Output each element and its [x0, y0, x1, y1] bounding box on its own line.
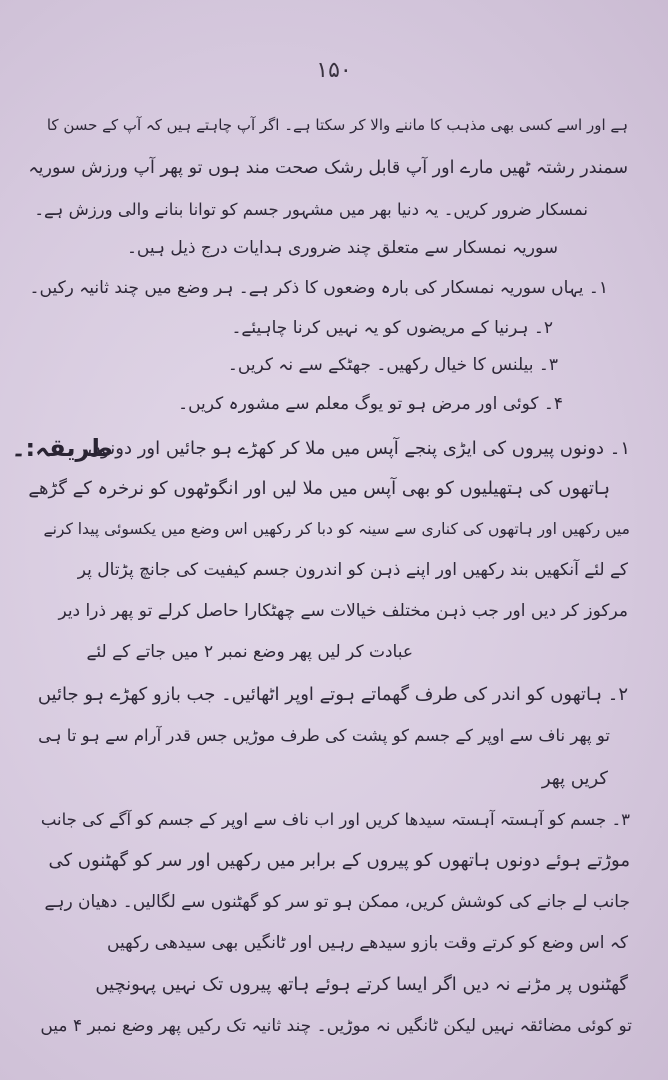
- text-line: جانب لے جانے کی کوشش کریں، ممکن ہو تو سر کو گھٹنوں سے لگالیں۔ دھیان رہے: [44, 892, 630, 912]
- text-line: میں رکھیں اور ہاتھوں کی کناری سے سینہ کو دبا کر رکھیں اس وضع میں یکسوئی پیدا کرنے: [43, 520, 630, 538]
- text-line: گھٹنوں پر مڑنے نہ دیں اگر ایسا کرتے ہوئے ہاتھ پیروں تک نہیں پہونچیں: [95, 974, 628, 995]
- text-line: موڑتے ہوئے دونوں ہاتھوں کو پیروں کے برابر میں رکھیں اور سر کو گھٹنوں کی: [48, 850, 630, 871]
- text-line: سمندر رشتہ ٹھیں مارے اور آپ قابل رشک صحت مند ہوں تو پھر آپ ورزش سوریہ: [28, 158, 628, 178]
- text-line: کہ اس وضع کو کرتے وقت بازو سیدھے رہیں اور ٹانگیں بھی سیدھی رکھیں: [107, 933, 628, 953]
- text-line: ۱۔ دونوں پیروں کی ایڑی پنجے آپس میں ملا کر کھڑے ہو جائیں اور دونوں: [87, 438, 630, 459]
- text-line: ۱۔ یہاں سوریہ نمسکار کی بارہ وضعوں کا ذکر ہے۔ ہر وضع میں چند ثانیہ رکیں۔: [29, 278, 608, 298]
- text-line: تو پھر ناف سے اوپر کے جسم کو پشت کی طرف موڑیں جس قدر آرام سے ہو تا ہی: [38, 726, 610, 745]
- page-number: ۱۵۰: [316, 58, 352, 83]
- text-line: ہاتھوں کی ہتھیلیوں کو بھی آپس میں ملا لیں اور انگوٹھوں کو نرخرہ کے گڑھے: [28, 478, 610, 499]
- text-line: ۳۔ جسم کو آہستہ آہستہ سیدھا کریں اور اب ناف سے اوپر کے جسم کو آگے کی جانب: [40, 810, 630, 829]
- text-line: سوریہ نمسکار سے متعلق چند ضروری ہدایات درج ذیل ہیں۔: [126, 238, 558, 258]
- text-line: ہے اور اسے کسی بھی مذہب کا ماننے والا کر سکتا ہے۔ اگر آپ چاہتے ہیں کہ آپ کے حسن کا: [46, 116, 628, 134]
- text-line: مرکوز کر دیں اور جب ذہن مختلف خیالات سے چھٹکارا حاصل کرلے تو پھر ذرا دیر: [58, 601, 628, 621]
- text-line: کے لئے آنکھیں بند رکھیں اور اپنے ذہن کو اندرون جسم کیفیت کی جانچ پڑتال پر: [77, 560, 628, 580]
- text-line: ۴۔ کوئی اور مرض ہو تو یوگ معلم سے مشورہ کریں۔: [178, 394, 563, 414]
- text-line: ۳۔ بیلنس کا خیال رکھیں۔ جھٹکے سے نہ کریں۔: [227, 355, 558, 375]
- method-heading: طریقہ:۔: [11, 434, 113, 462]
- text-line: کریں پھر: [541, 768, 608, 789]
- text-line: تو کوئی مضائقہ نہیں لیکن ٹانگیں نہ موڑیں۔ چند ثانیہ تک رکیں پھر وضع نمبر ۴ میں: [40, 1016, 632, 1036]
- text-line: ۲۔ ہرنیا کے مریضوں کو یہ نہیں کرنا چاہیئے۔: [231, 318, 553, 338]
- text-line: ۲۔ ہاتھوں کو اندر کی طرف گھماتے ہوتے اوپر اٹھائیں۔ جب بازو کھڑے ہو جائیں: [37, 684, 628, 705]
- text-line: نمسکار ضرور کریں۔ یہ دنیا بھر میں مشہور جسم کو توانا بنانے والی ورزش ہے۔: [34, 200, 588, 219]
- text-line: عبادت کر لیں پھر وضع نمبر ۲ میں جاتے کے لئے: [86, 642, 413, 662]
